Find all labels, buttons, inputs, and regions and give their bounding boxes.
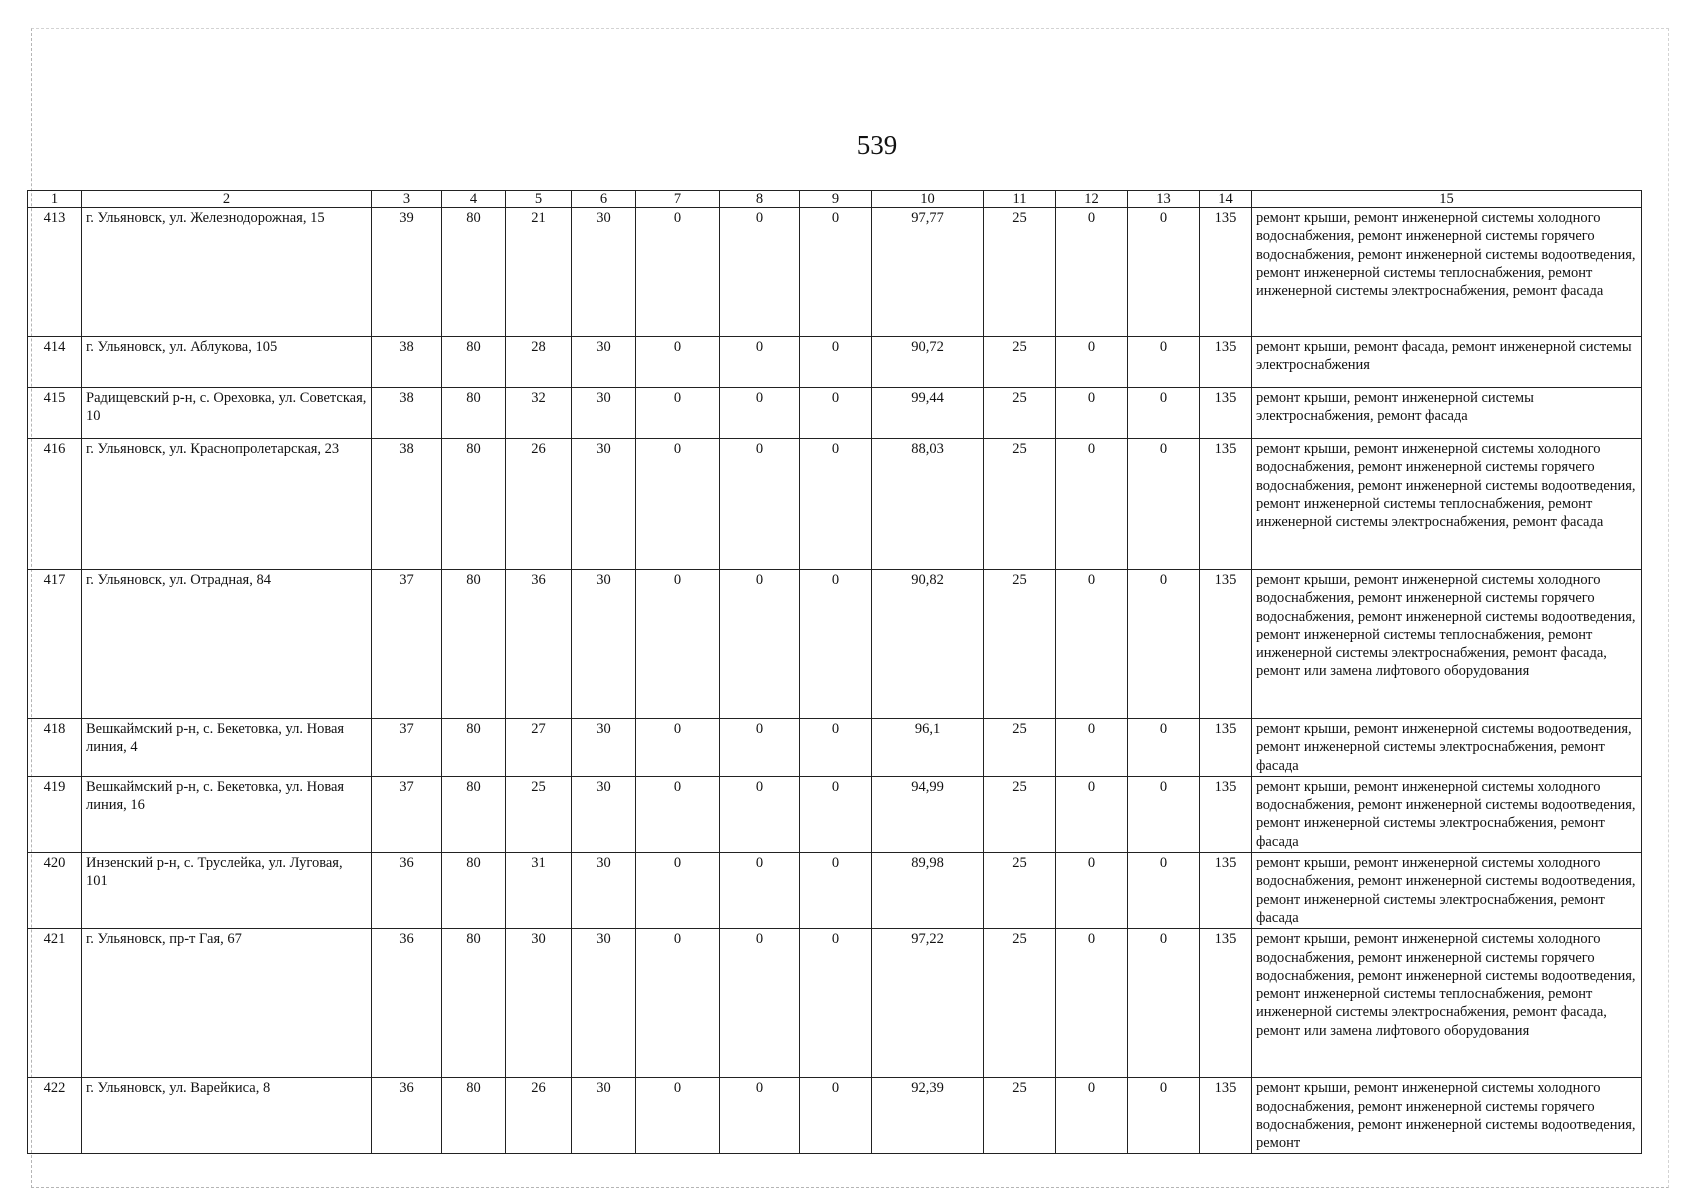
table-row bbox=[28, 929, 1642, 1078]
value-cell: 0 bbox=[720, 1078, 800, 1154]
value-cell: 37 bbox=[372, 570, 442, 719]
row-number: 419 bbox=[28, 776, 82, 852]
value-cell: 0 bbox=[1056, 1078, 1128, 1154]
value-cell: 135 bbox=[1200, 853, 1252, 929]
value-cell: 0 bbox=[1056, 719, 1128, 777]
row-number: 416 bbox=[28, 439, 82, 570]
row-number: 413 bbox=[28, 208, 82, 337]
address-cell: г. Ульяновск, ул. Железнодорожная, 15 bbox=[82, 208, 372, 337]
value-cell: 30 bbox=[506, 929, 572, 1078]
value-cell: 25 bbox=[984, 337, 1056, 388]
works-cell: ремонт крыши, ремонт инженерной системы холодного водоснабжения, ремонт инженерной системы горячего водоснабжения, ремонт инженерной системы водоотведения, ремонт инженерной системы теплоснабжения, ремонт инженерной системы электроснабжения, ремонт фасада, ремонт или замена лифтового оборудования bbox=[1252, 570, 1642, 719]
value-cell: 0 bbox=[800, 853, 872, 929]
value-cell: 28 bbox=[506, 337, 572, 388]
value-cell: 39 bbox=[372, 208, 442, 337]
value-cell: 30 bbox=[572, 929, 636, 1078]
value-cell: 0 bbox=[1128, 570, 1200, 719]
value-cell: 25 bbox=[984, 570, 1056, 719]
value-cell: 0 bbox=[1128, 337, 1200, 388]
value-cell: 0 bbox=[636, 570, 720, 719]
value-cell: 0 bbox=[720, 337, 800, 388]
works-cell: ремонт крыши, ремонт инженерной системы электроснабжения, ремонт фасада bbox=[1252, 388, 1642, 439]
value-cell: 25 bbox=[984, 929, 1056, 1078]
works-cell: ремонт крыши, ремонт инженерной системы холодного водоснабжения, ремонт инженерной системы горячего водоснабжения, ремонт инженерной системы водоотведения, ремонт bbox=[1252, 1078, 1642, 1154]
value-cell: 90,72 bbox=[872, 337, 984, 388]
value-cell: 25 bbox=[984, 439, 1056, 570]
value-cell: 0 bbox=[1128, 776, 1200, 852]
value-cell: 90,82 bbox=[872, 570, 984, 719]
value-cell: 97,22 bbox=[872, 929, 984, 1078]
value-cell: 0 bbox=[1056, 439, 1128, 570]
value-cell: 0 bbox=[720, 929, 800, 1078]
page-number: 539 bbox=[856, 130, 898, 160]
value-cell: 0 bbox=[720, 776, 800, 852]
value-cell: 0 bbox=[800, 1078, 872, 1154]
header-cell: 3 bbox=[372, 191, 442, 208]
value-cell: 0 bbox=[720, 388, 800, 439]
value-cell: 0 bbox=[636, 439, 720, 570]
header-cell: 5 bbox=[506, 191, 572, 208]
value-cell: 26 bbox=[506, 439, 572, 570]
works-cell: ремонт крыши, ремонт инженерной системы водоотведения, ремонт инженерной системы электроснабжения, ремонт фасада bbox=[1252, 719, 1642, 777]
value-cell: 80 bbox=[442, 388, 506, 439]
value-cell: 88,03 bbox=[872, 439, 984, 570]
value-cell: 37 bbox=[372, 776, 442, 852]
value-cell: 30 bbox=[572, 776, 636, 852]
value-cell: 0 bbox=[1056, 929, 1128, 1078]
header-cell: 4 bbox=[442, 191, 506, 208]
value-cell: 135 bbox=[1200, 929, 1252, 1078]
header-cell: 2 bbox=[82, 191, 372, 208]
value-cell: 30 bbox=[572, 570, 636, 719]
value-cell: 0 bbox=[636, 853, 720, 929]
value-cell: 0 bbox=[1056, 776, 1128, 852]
value-cell: 38 bbox=[372, 388, 442, 439]
value-cell: 80 bbox=[442, 853, 506, 929]
value-cell: 30 bbox=[572, 853, 636, 929]
table-row bbox=[28, 853, 1642, 929]
value-cell: 0 bbox=[1128, 439, 1200, 570]
value-cell: 0 bbox=[800, 929, 872, 1078]
value-cell: 0 bbox=[1128, 1078, 1200, 1154]
value-cell: 135 bbox=[1200, 1078, 1252, 1154]
value-cell: 0 bbox=[1128, 208, 1200, 337]
value-cell: 0 bbox=[636, 208, 720, 337]
table-row bbox=[28, 439, 1642, 570]
value-cell: 37 bbox=[372, 719, 442, 777]
value-cell: 38 bbox=[372, 439, 442, 570]
value-cell: 25 bbox=[506, 776, 572, 852]
value-cell: 92,39 bbox=[872, 1078, 984, 1154]
value-cell: 80 bbox=[442, 719, 506, 777]
header-cell: 14 bbox=[1200, 191, 1252, 208]
value-cell: 30 bbox=[572, 1078, 636, 1154]
address-cell: г. Ульяновск, ул. Краснопролетарская, 23 bbox=[82, 439, 372, 570]
value-cell: 96,1 bbox=[872, 719, 984, 777]
row-number: 422 bbox=[28, 1078, 82, 1154]
value-cell: 21 bbox=[506, 208, 572, 337]
value-cell: 26 bbox=[506, 1078, 572, 1154]
value-cell: 135 bbox=[1200, 208, 1252, 337]
value-cell: 0 bbox=[720, 570, 800, 719]
value-cell: 0 bbox=[720, 439, 800, 570]
address-cell: Вешкаймский р-н, с. Бекетовка, ул. Новая линия, 4 bbox=[82, 719, 372, 777]
value-cell: 0 bbox=[800, 388, 872, 439]
value-cell: 25 bbox=[984, 776, 1056, 852]
value-cell: 94,99 bbox=[872, 776, 984, 852]
value-cell: 36 bbox=[372, 929, 442, 1078]
value-cell: 36 bbox=[506, 570, 572, 719]
address-cell: Радищевский р-н, с. Ореховка, ул. Советская, 10 bbox=[82, 388, 372, 439]
value-cell: 0 bbox=[636, 929, 720, 1078]
table-row bbox=[28, 208, 1642, 337]
value-cell: 0 bbox=[720, 208, 800, 337]
header-cell: 8 bbox=[720, 191, 800, 208]
value-cell: 80 bbox=[442, 208, 506, 337]
header-cell: 13 bbox=[1128, 191, 1200, 208]
works-cell: ремонт крыши, ремонт инженерной системы холодного водоснабжения, ремонт инженерной системы горячего водоснабжения, ремонт инженерной системы водоотведения, ремонт инженерной системы теплоснабжения, ремонт инженерной системы электроснабжения, ремонт фасада bbox=[1252, 439, 1642, 570]
value-cell: 25 bbox=[984, 719, 1056, 777]
value-cell: 30 bbox=[572, 208, 636, 337]
value-cell: 80 bbox=[442, 337, 506, 388]
value-cell: 80 bbox=[442, 776, 506, 852]
value-cell: 80 bbox=[442, 570, 506, 719]
row-number: 421 bbox=[28, 929, 82, 1078]
value-cell: 0 bbox=[1128, 388, 1200, 439]
header-cell: 9 bbox=[800, 191, 872, 208]
header-cell: 12 bbox=[1056, 191, 1128, 208]
value-cell: 25 bbox=[984, 208, 1056, 337]
works-cell: ремонт крыши, ремонт инженерной системы холодного водоснабжения, ремонт инженерной системы горячего водоснабжения, ремонт инженерной системы водоотведения, ремонт инженерной системы теплоснабжения, ремонт инженерной системы электроснабжения, ремонт фасада bbox=[1252, 208, 1642, 337]
row-number: 418 bbox=[28, 719, 82, 777]
value-cell: 0 bbox=[800, 208, 872, 337]
works-cell: ремонт крыши, ремонт инженерной системы холодного водоснабжения, ремонт инженерной системы горячего водоснабжения, ремонт инженерной системы водоотведения, ремонт инженерной системы теплоснабжения, ремонт инженерной системы электроснабжения, ремонт фасада, ремонт или замена лифтового оборудования bbox=[1252, 929, 1642, 1078]
header-cell: 7 bbox=[636, 191, 720, 208]
table-body bbox=[28, 208, 1642, 1154]
value-cell: 80 bbox=[442, 1078, 506, 1154]
value-cell: 0 bbox=[636, 719, 720, 777]
table-header bbox=[28, 191, 1642, 208]
table-row bbox=[28, 388, 1642, 439]
value-cell: 135 bbox=[1200, 439, 1252, 570]
table-row bbox=[28, 1078, 1642, 1154]
value-cell: 0 bbox=[1056, 388, 1128, 439]
value-cell: 25 bbox=[984, 853, 1056, 929]
value-cell: 36 bbox=[372, 853, 442, 929]
address-cell: г. Ульяновск, ул. Отрадная, 84 bbox=[82, 570, 372, 719]
value-cell: 0 bbox=[1056, 853, 1128, 929]
address-cell: г. Ульяновск, ул. Аблукова, 105 bbox=[82, 337, 372, 388]
value-cell: 30 bbox=[572, 388, 636, 439]
works-cell: ремонт крыши, ремонт фасада, ремонт инженерной системы электроснабжения bbox=[1252, 337, 1642, 388]
value-cell: 80 bbox=[442, 439, 506, 570]
value-cell: 135 bbox=[1200, 570, 1252, 719]
value-cell: 80 bbox=[442, 929, 506, 1078]
header-cell: 10 bbox=[872, 191, 984, 208]
table-row bbox=[28, 337, 1642, 388]
value-cell: 0 bbox=[636, 337, 720, 388]
value-cell: 25 bbox=[984, 388, 1056, 439]
table-row bbox=[28, 776, 1642, 852]
row-number: 417 bbox=[28, 570, 82, 719]
value-cell: 0 bbox=[800, 776, 872, 852]
value-cell: 97,77 bbox=[872, 208, 984, 337]
value-cell: 89,98 bbox=[872, 853, 984, 929]
value-cell: 0 bbox=[636, 388, 720, 439]
value-cell: 0 bbox=[800, 337, 872, 388]
works-cell: ремонт крыши, ремонт инженерной системы холодного водоснабжения, ремонт инженерной системы водоотведения, ремонт инженерной системы электроснабжения, ремонт фасада bbox=[1252, 853, 1642, 929]
value-cell: 25 bbox=[984, 1078, 1056, 1154]
header-cell: 11 bbox=[984, 191, 1056, 208]
row-number: 420 bbox=[28, 853, 82, 929]
value-cell: 0 bbox=[1128, 929, 1200, 1078]
value-cell: 38 bbox=[372, 337, 442, 388]
address-cell: Инзенский р-н, с. Труслейка, ул. Луговая, 101 bbox=[82, 853, 372, 929]
table-row bbox=[28, 719, 1642, 777]
address-cell: г. Ульяновск, ул. Варейкиса, 8 bbox=[82, 1078, 372, 1154]
value-cell: 0 bbox=[1056, 570, 1128, 719]
value-cell: 31 bbox=[506, 853, 572, 929]
value-cell: 30 bbox=[572, 439, 636, 570]
value-cell: 0 bbox=[800, 439, 872, 570]
header-cell: 6 bbox=[572, 191, 636, 208]
value-cell: 0 bbox=[800, 719, 872, 777]
value-cell: 30 bbox=[572, 719, 636, 777]
value-cell: 0 bbox=[720, 719, 800, 777]
row-number: 415 bbox=[28, 388, 82, 439]
value-cell: 135 bbox=[1200, 388, 1252, 439]
registry-table bbox=[27, 190, 1642, 1154]
header-cell: 15 bbox=[1252, 191, 1642, 208]
value-cell: 27 bbox=[506, 719, 572, 777]
value-cell: 30 bbox=[572, 337, 636, 388]
value-cell: 0 bbox=[636, 1078, 720, 1154]
value-cell: 0 bbox=[800, 570, 872, 719]
value-cell: 135 bbox=[1200, 719, 1252, 777]
value-cell: 0 bbox=[1128, 719, 1200, 777]
row-number: 414 bbox=[28, 337, 82, 388]
value-cell: 99,44 bbox=[872, 388, 984, 439]
value-cell: 36 bbox=[372, 1078, 442, 1154]
value-cell: 0 bbox=[1056, 208, 1128, 337]
value-cell: 135 bbox=[1200, 337, 1252, 388]
address-cell: г. Ульяновск, пр-т Гая, 67 bbox=[82, 929, 372, 1078]
address-cell: Вешкаймский р-н, с. Бекетовка, ул. Новая линия, 16 bbox=[82, 776, 372, 852]
value-cell: 0 bbox=[720, 853, 800, 929]
value-cell: 0 bbox=[1056, 337, 1128, 388]
works-cell: ремонт крыши, ремонт инженерной системы холодного водоснабжения, ремонт инженерной системы водоотведения, ремонт инженерной системы электроснабжения, ремонт фасада bbox=[1252, 776, 1642, 852]
table-row bbox=[28, 570, 1642, 719]
value-cell: 32 bbox=[506, 388, 572, 439]
value-cell: 0 bbox=[636, 776, 720, 852]
value-cell: 135 bbox=[1200, 776, 1252, 852]
header-cell: 1 bbox=[28, 191, 82, 208]
value-cell: 0 bbox=[1128, 853, 1200, 929]
